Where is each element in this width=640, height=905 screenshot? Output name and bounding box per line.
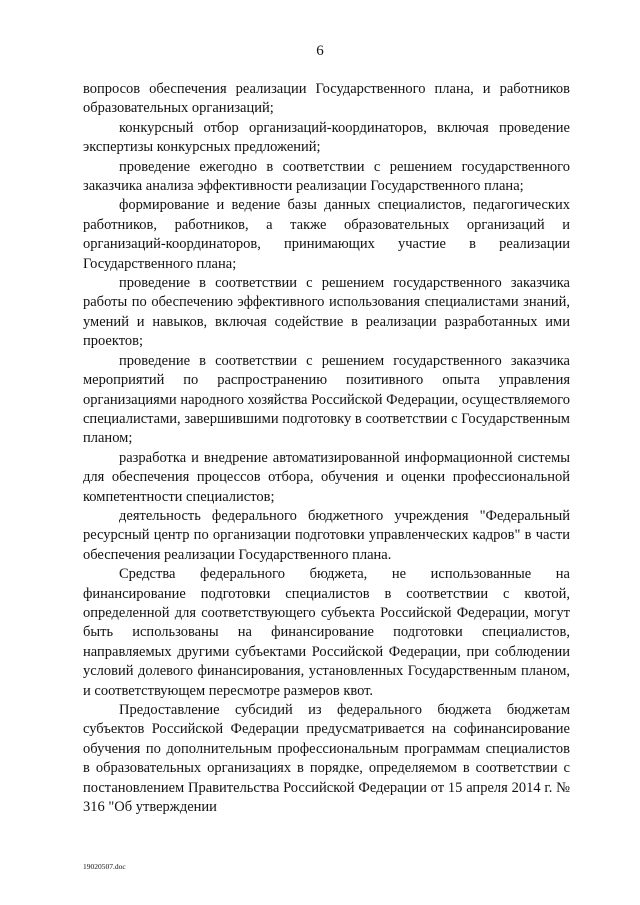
- paragraph-info-system: разработка и внедрение автоматизированной информационной системы для обеспечения процессов отбора, обучения и оценки профессиональной компетентности специалистов;: [83, 449, 570, 505]
- paragraph-experience-dissemination: проведение в соответствии с решением государственного заказчика мероприятий по распространению позитивного опыта управления организациями народного хозяйства Российской Федерации, осуществляемого специалистами, завершившими подготовку в соответствии с Государственным планом;: [83, 352, 570, 447]
- paragraph-knowledge-use: проведение в соответствии с решением государственного заказчика работы по обеспечению эффективного использования специалистами знаний, умений и навыков, включая содействие в реализации разработанных ими проектов;: [83, 275, 570, 350]
- paragraph-continuation: вопросов обеспечения реализации Государственного плана, и работников образовательных организаций;: [83, 81, 570, 117]
- paragraph-annual-analysis: проведение ежегодно в соответствии с решением государственного заказчика анализа эффективности реализации Государственного плана;: [83, 158, 570, 195]
- body-text: [83, 80, 570, 817]
- paragraph-subsidies: Предоставление субсидий из федерального бюджета бюджетам субъектов Российской Федерации предусматривается на софинансирование обучения по дополнительным профессиональным программам специалистов в образовательных организациях в порядке, определяемом в соответствии с постановлением Правительства Российской Федерации от 15 апреля 2014 г. № 316 "Об утверждении: [83, 702, 570, 816]
- paragraph-federal-budget-funds: Средства федерального бюджета, не использованные на финансирование подготовки специалистов в соответствии с квотой, определенной для соответствующего субъекта Российской Федерации, могут быть использованы на финансирование подготовки специалистов, направляемых другими субъектами Российской Федерации, при соблюдении условий долевого финансирования, установленных Государственным планом, и соответствующем пересмотре размеров квот.: [83, 566, 570, 699]
- paragraph-competitive-selection: конкурсный отбор организаций-координаторов, включая проведение экспертизы конкурсных предложений;: [83, 119, 570, 156]
- footer-filename: 19020507.doc: [83, 862, 126, 871]
- paragraph-database: формирование и ведение базы данных специалистов, педагогических работников, работников, а также образовательных организаций и организаций-координаторов, принимающих участие в реализации Государственного плана;: [83, 197, 570, 272]
- paragraph-resource-center: деятельность федерального бюджетного учреждения "Федеральный ресурсный центр по организации подготовки управленческих кадров" в части обеспечения реализации Государственного плана.: [83, 507, 570, 563]
- page-number: 6: [316, 43, 324, 59]
